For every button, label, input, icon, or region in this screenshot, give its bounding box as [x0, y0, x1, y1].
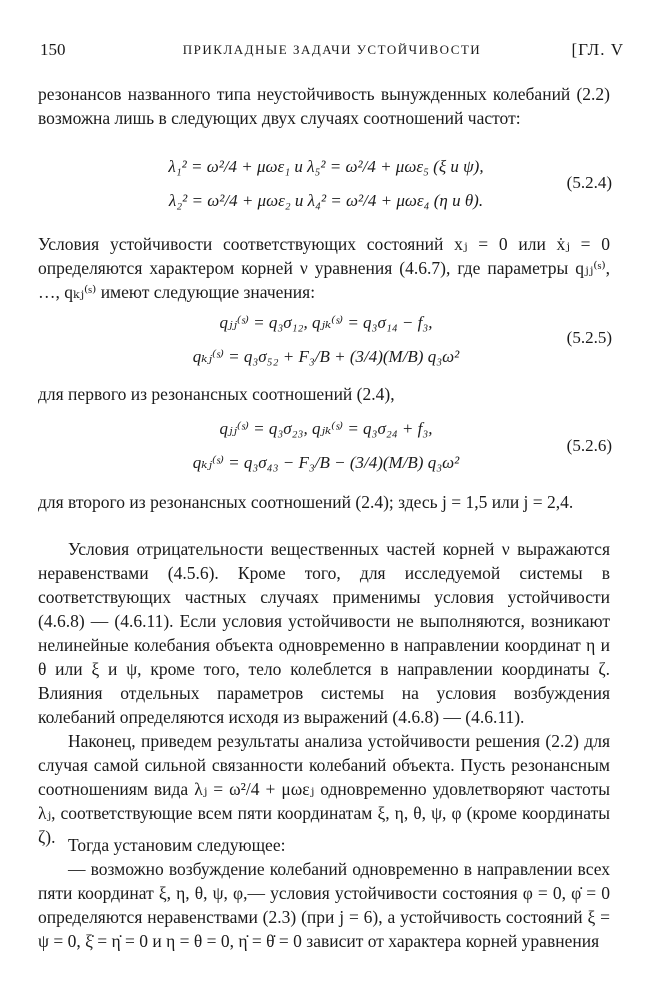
paragraph-negativity-conditions — [38, 537, 610, 729]
paragraph-text: — возможно возбуждение колебаний одновременно в направлении всех пяти координат ξ, η, θ, ψ, φ,— условия устойчивости состояния φ = 0, φ̇ = 0 определяются неравенствами (2.3) (при j = 6), а устойчивость состояний ξ = ψ = 0, ξ̇ = η̇ = 0 и η = θ = 0, η̇ = θ̇ = 0 зависит от характера корней уравнения — [38, 859, 610, 951]
paragraph-conclusion-intro — [38, 833, 610, 857]
paragraph-text: резонансов названного типа неустойчивость вынужденных колебаний (2.2) возможна лишь в следующих двух случаях соотношений частот: — [38, 84, 610, 128]
paragraph-second-resonance — [38, 490, 610, 514]
paragraph-text: для второго из резонансных соотношений (2.4); здесь j = 1,5 или j = 2,4. — [38, 492, 574, 512]
running-title: ПРИКЛАДНЫЕ ЗАДАЧИ УСТОЙЧИВОСТИ — [182, 42, 482, 57]
formula-line: qⱼⱼ⁽ˢ⁾ = q₃σ₁₂, qⱼₖ⁽ˢ⁾ = q₃σ₁₄ − f₃, — [219, 313, 433, 332]
paragraph-first-resonance — [38, 382, 610, 406]
formula-line: λ₂² = ω²/4 + μωε₂ и λ₄² = ω²/4 + μωε₄ (η и θ). — [168, 191, 484, 210]
chapter-label: [ГЛ. V — [571, 40, 624, 59]
paragraph-stability-conditions — [38, 232, 610, 304]
paragraph-text: для первого из резонансных соотношений (2.4), — [38, 384, 395, 404]
equation-number: (5.2.4) — [566, 173, 612, 192]
paragraph-text: Тогда установим следующее: — [68, 835, 286, 855]
paragraph-text: Условия устойчивости соответствующих состояний xⱼ = 0 или ẋⱼ = 0 определяются характером корней ν уравнения (4.6.7), где параметры qⱼⱼ⁽ˢ⁾, …, qₖⱼ⁽ˢ⁾ имеют следующие значения: — [38, 234, 610, 302]
equation-number: (5.2.6) — [566, 436, 612, 455]
paragraph-strongest-coupling — [38, 729, 610, 849]
paragraph-text: Условия отрицательности вещественных частей корней ν выражаются неравенствами (4.5.6). Кроме того, для исследуемой системы в соответствующих частных случаях применимы условия устойчивости (4.6.8) — (4.6.11). Если условия устойчивости не выполняются, возникают нелинейные колебания объекта одновременно в направлении координат η и θ или ξ и ψ, кроме того, тело колеблется в направлении координаты ζ. Влияния отдельных параметров системы на условия возбуждения колебаний определяются исходя из выражений (4.6.8) — (4.6.11). — [38, 539, 610, 727]
formula-line: qₖⱼ⁽ˢ⁾ = q₃σ₄₃ − F₃/B − (3/4)(M/B) q₃ω² — [192, 453, 460, 472]
page-header — [40, 40, 624, 64]
formula-line: qₖⱼ⁽ˢ⁾ = q₃σ₅₂ + F₃/B + (3/4)(M/B) q₃ω² — [192, 347, 460, 366]
equation-number: (5.2.5) — [566, 328, 612, 347]
formula-line: λ₁² = ω²/4 + μωε₁ и λ₅² = ω²/4 + μωε₅ (ξ и ψ), — [168, 157, 484, 176]
page-number: 150 — [40, 40, 66, 59]
paragraph-intro — [38, 82, 610, 130]
paragraph-conclusion-item — [38, 857, 610, 953]
paragraph-text: Наконец, приведем результаты анализа устойчивости решения (2.2) для случая самой сильной связанности колебаний объекта. Пусть резонансным соотношениям вида λⱼ = ω²/4 + μωεⱼ одновременно удовлетворяют частоты λⱼ, соответствующие всем пяти координатам ξ, η, θ, ψ, φ (кроме координаты ζ). — [38, 731, 610, 847]
formula-line: qⱼⱼ⁽ˢ⁾ = q₃σ₂₃, qⱼₖ⁽ˢ⁾ = q₃σ₂₄ + f₃, — [219, 419, 433, 438]
